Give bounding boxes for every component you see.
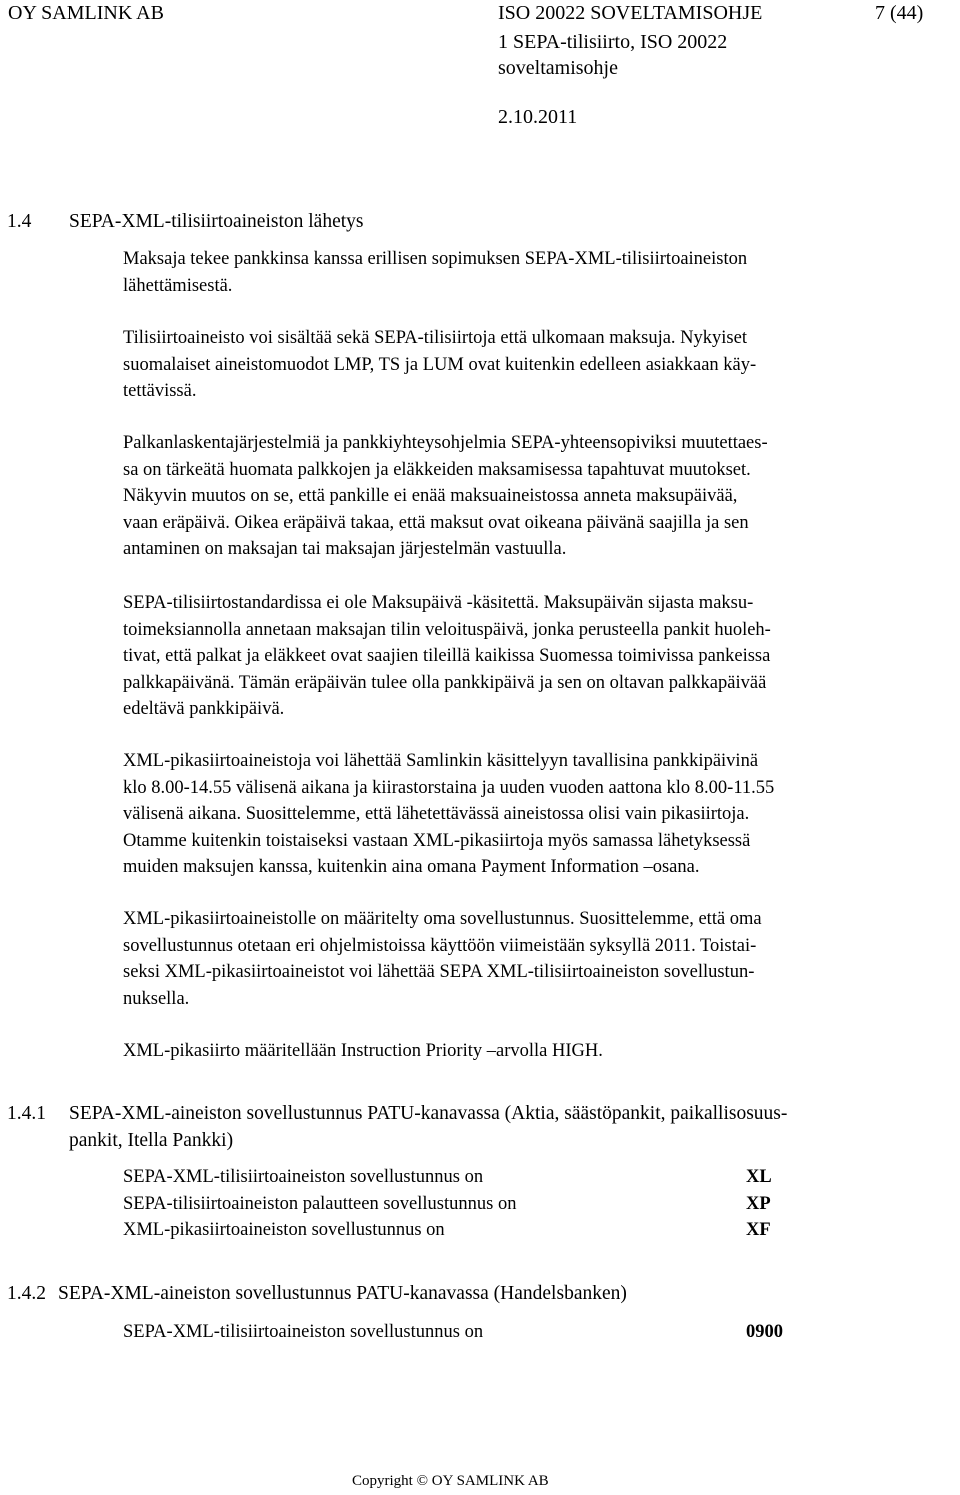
paragraph-line: vaan eräpäivä. Oikea eräpäivä takaa, että maksut ovat oikeana päivänä saajilla ja sen xyxy=(123,512,749,533)
header-doc-title: ISO 20022 SOVELTAMISOHJE xyxy=(498,2,763,24)
code-row-value: 0900 xyxy=(746,1322,783,1342)
paragraph-line: välisenä aikana. Suosittelemme, että lähetettävässä aineistossa olisi vain pikasiirtoja. xyxy=(123,804,750,825)
paragraph-line: XML-pikasiirto määritellään Instruction Priority –arvolla HIGH. xyxy=(123,1041,603,1061)
paragraph-5 xyxy=(123,748,903,881)
footer-copyright: Copyright © OY SAMLINK AB xyxy=(352,1473,549,1489)
paragraph-line: Maksaja tekee pankkinsa kanssa erillisen sopimuksen SEPA-XML-tilisiirtoaineiston xyxy=(123,249,748,269)
paragraph-line: edeltävä pankkipäivä. xyxy=(123,699,285,720)
code-row-label: SEPA-XML-tilisiirtoaineiston sovellustunnus on xyxy=(123,1167,484,1187)
paragraph-line: suomalaiset aineistomuodot LMP, TS ja LUM ovat kuitenkin edelleen asiakkaan käy- xyxy=(123,354,757,375)
section-number: 1.4 xyxy=(7,211,32,232)
paragraph-line: SEPA-tilisiirtostandardissa ei ole Maksupäivä -käsitettä. Maksupäivän sijasta maksu- xyxy=(123,593,754,613)
paragraph-line: seksi XML-pikasiirtoaineistot voi lähettää SEPA XML-tilisiirtoaineiston sovellustun- xyxy=(123,962,755,983)
code-row-value: XF xyxy=(746,1220,771,1240)
paragraph-line: Otamme kuitenkin toistaiseksi vastaan XML-pikasiirtoja myös samassa lähetyksessä xyxy=(123,830,751,851)
paragraph-line: XML-pikasiirtoaineistoja voi lähettää Samlinkin käsittelyyn tavallisina pankkipäivinä xyxy=(123,751,759,771)
paragraph-line: Tilisiirtoaineisto voi sisältää sekä SEPA-tilisiirtoja että ulkomaan maksuja. Nykyiset xyxy=(123,328,747,348)
paragraph-7 xyxy=(123,1038,903,1065)
paragraph-line: Näkyvin muutos on se, että pankille ei enää maksuaineistossa anneta maksupäivää, xyxy=(123,486,738,507)
paragraph-line: palkkapäivänä. Tämän eräpäivän tulee olla pankkipäivä ja sen on oltavan palkkapäivää xyxy=(123,672,767,693)
subsection-title: SEPA-XML-aineiston sovellustunnus PATU-kanavassa (Handelsbanken) xyxy=(58,1283,627,1304)
paragraph-1 xyxy=(123,246,903,299)
header-company: OY SAMLINK AB xyxy=(8,2,164,24)
section-title: SEPA-XML-tilisiirtoaineiston lähetys xyxy=(69,211,364,232)
paragraph-line: klo 8.00-14.55 välisenä aikana ja kiirastorstaina ja uuden vuoden aattona klo 8.00-11.55 xyxy=(123,777,775,798)
paragraph-line: antaminen on maksajan tai maksajan järjestelmän vastuulla. xyxy=(123,539,567,560)
header-date: 2.10.2011 xyxy=(498,106,578,128)
paragraph-3 xyxy=(123,430,903,563)
header-subtitle-line1: 1 SEPA-tilisiirto, ISO 20022 xyxy=(498,31,728,53)
paragraph-2 xyxy=(123,325,903,405)
header-page-number: 7 (44) xyxy=(875,2,924,24)
code-row-label: XML-pikasiirtoaineiston sovellustunnus on xyxy=(123,1220,445,1240)
paragraph-6 xyxy=(123,906,903,1012)
subsection-number: 1.4.2 xyxy=(7,1283,46,1304)
paragraph-line: toimeksiannolla annetaan maksajan tilin veloituspäivä, jonka perusteella pankit huoleh- xyxy=(123,619,771,640)
code-row-value: XP xyxy=(746,1194,771,1214)
header-subtitle-line2: soveltamisohje xyxy=(498,57,618,79)
code-row-label: SEPA-XML-tilisiirtoaineiston sovellustunnus on xyxy=(123,1322,484,1342)
paragraph-4 xyxy=(123,590,903,723)
paragraph-line: tettävissä. xyxy=(123,381,197,402)
paragraph-line: nuksella. xyxy=(123,988,190,1009)
subsection-title-line2: pankit, Itella Pankki) xyxy=(69,1130,234,1151)
paragraph-line: Palkanlaskentajärjestelmiä ja pankkiyhteysohjelmia SEPA-yhteensopiviksi muutettaes- xyxy=(123,433,768,453)
paragraph-line: muiden maksujen kanssa, kuitenkin aina omana Payment Information –osana. xyxy=(123,857,700,878)
subsection-title-line1: SEPA-XML-aineiston sovellustunnus PATU-kanavassa (Aktia, säästöpankit, paikallisosuus- xyxy=(69,1103,788,1124)
paragraph-line: lähettämisestä. xyxy=(123,275,233,296)
paragraph-line: sovellustunnus otetaan eri ohjelmistoissa käyttöön viimeistään syksyllä 2011. Toistai- xyxy=(123,935,757,956)
paragraph-line: XML-pikasiirtoaineistolle on määritelty oma sovellustunnus. Suosittelemme, että oma xyxy=(123,909,762,929)
paragraph-line: tivat, että palkat ja eläkkeet ovat saajien tileillä kaikissa Suomessa toimivissa pankeissa xyxy=(123,646,771,667)
code-row-label: SEPA-tilisiirtoaineiston palautteen sovellustunnus on xyxy=(123,1194,517,1214)
code-row-value: XL xyxy=(746,1167,772,1187)
subsection-number: 1.4.1 xyxy=(7,1103,46,1124)
paragraph-line: sa on tärkeätä huomata palkkojen ja eläkkeiden maksamisessa tapahtuvat muutokset. xyxy=(123,459,751,480)
